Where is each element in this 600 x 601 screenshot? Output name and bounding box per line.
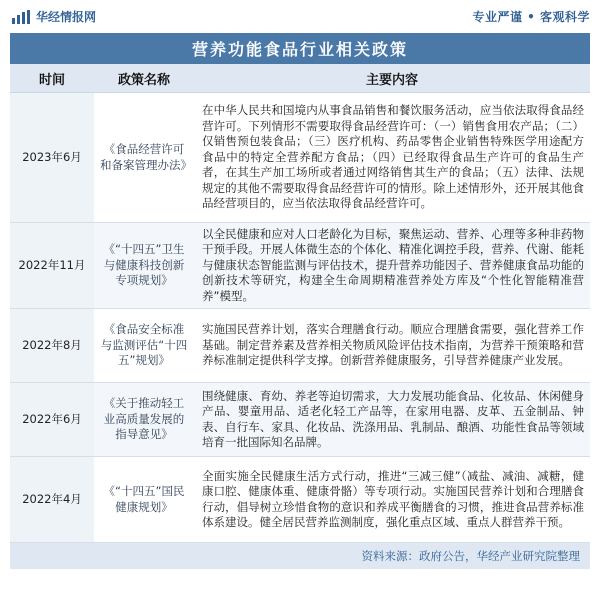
top-bar: [0, 0, 600, 33]
column-header-time: 时间: [10, 64, 94, 93]
table-row: [10, 457, 590, 543]
cell-content: 实施国民营养计划，落实合理膳食行动。顺应合理膳食需要，强化营养工作基础。制定营养素及营养相关物质风险评估技术指南，为营养干预策略和营养标准制定提供科学支撑。创新营养健康服务，引导营养健康产业发展。: [194, 309, 590, 383]
cell-policy-name: 《关于推动轻工业高质量发展的指导意见》: [94, 383, 194, 457]
table-row: [10, 383, 590, 457]
column-header-name: 政策名称: [94, 64, 194, 93]
brand-logo-icon: [12, 10, 30, 24]
cell-policy-name: 《“十四五”国民健康规划》: [94, 457, 194, 543]
policy-table: [10, 64, 590, 543]
cell-time: 2022年8月: [10, 309, 94, 383]
brand-name: 华经情报网: [36, 10, 97, 24]
cell-content: 围绕健康、育幼、养老等迫切需求，大力发展功能食品、化妆品、休闲健身产品、婴童用品、适老化轻工产品等，在家用电器、皮革、五金制品、钟表、自行车、家具、化妆品、洗涤用品、乳制品、酿酒、功能性食品等领域培育一批国际知名品牌。: [194, 383, 590, 457]
cell-time: 2022年11月: [10, 223, 94, 309]
cell-time: 2023年6月: [10, 93, 94, 223]
cell-content: 全面实施全民健康生活方式行动，推进“三减三健”（减盐、减油、减糖，健康口腔、健康体重、健康骨骼）等专项行动。实施国民营养计划和合理膳食行动，倡导树立珍惜食物的意识和养成平衡膳食的习惯，推进食品营养标准体系建设。健全居民营养监测制度，强化重点区域、重点人群营养干预。: [194, 457, 590, 543]
cell-time: 2022年6月: [10, 383, 94, 457]
table-header-row: [10, 64, 590, 93]
cell-content: 在中华人民共和国境内从事食品销售和餐饮服务活动，应当依法取得食品经营许可。下列情形不需要取得食品经营许可：（一）销售食用农产品；（二）仅销售预包装食品；（三）医疗机构、药品零售企业销售特殊医学用途配方食品中的特定全营养配方食品；（四）已经取得食品生产许可的食品生产者，在其生产加工场所或者通过网络销售其生产的食品；（五）法律、法规规定的其他不需要取得食品经营许可的情形。除上述情形外，还开展其他食品经营项目的，应当依法取得食品经营许可。: [194, 93, 590, 223]
column-header-content: 主要内容: [194, 64, 590, 93]
table-title: 营养功能食品行业相关政策: [10, 33, 590, 64]
cell-policy-name: 《“十四五”卫生与健康科技创新专项规划》: [94, 223, 194, 309]
cell-policy-name: 《食品安全标准与监测评估“十四五”规划》: [94, 309, 194, 383]
table-row: [10, 93, 590, 223]
cell-content: 以全民健康和应对人口老龄化为目标，聚焦运动、营养、心理等多种非药物干预手段。开展人体微生态的个体化、精准化调控手段，营养、代谢、能耗与健康状态智能监测与评估技术，提升营养功能因子、营养健康食品功能的创新技术等研究，构建全生命周期精准营养处方库及“个性化智能精准营养”模型。: [194, 223, 590, 309]
cell-time: 2022年4月: [10, 457, 94, 543]
source-footer: 资料来源：政府公告，华经产业研究院整理: [10, 543, 590, 569]
table-row: [10, 309, 590, 383]
slogan: 专业严谨 • 客观科学: [472, 10, 590, 24]
cell-policy-name: 《食品经营许可和备案管理办法》: [94, 93, 194, 223]
table-row: [10, 223, 590, 309]
brand: [12, 8, 96, 25]
